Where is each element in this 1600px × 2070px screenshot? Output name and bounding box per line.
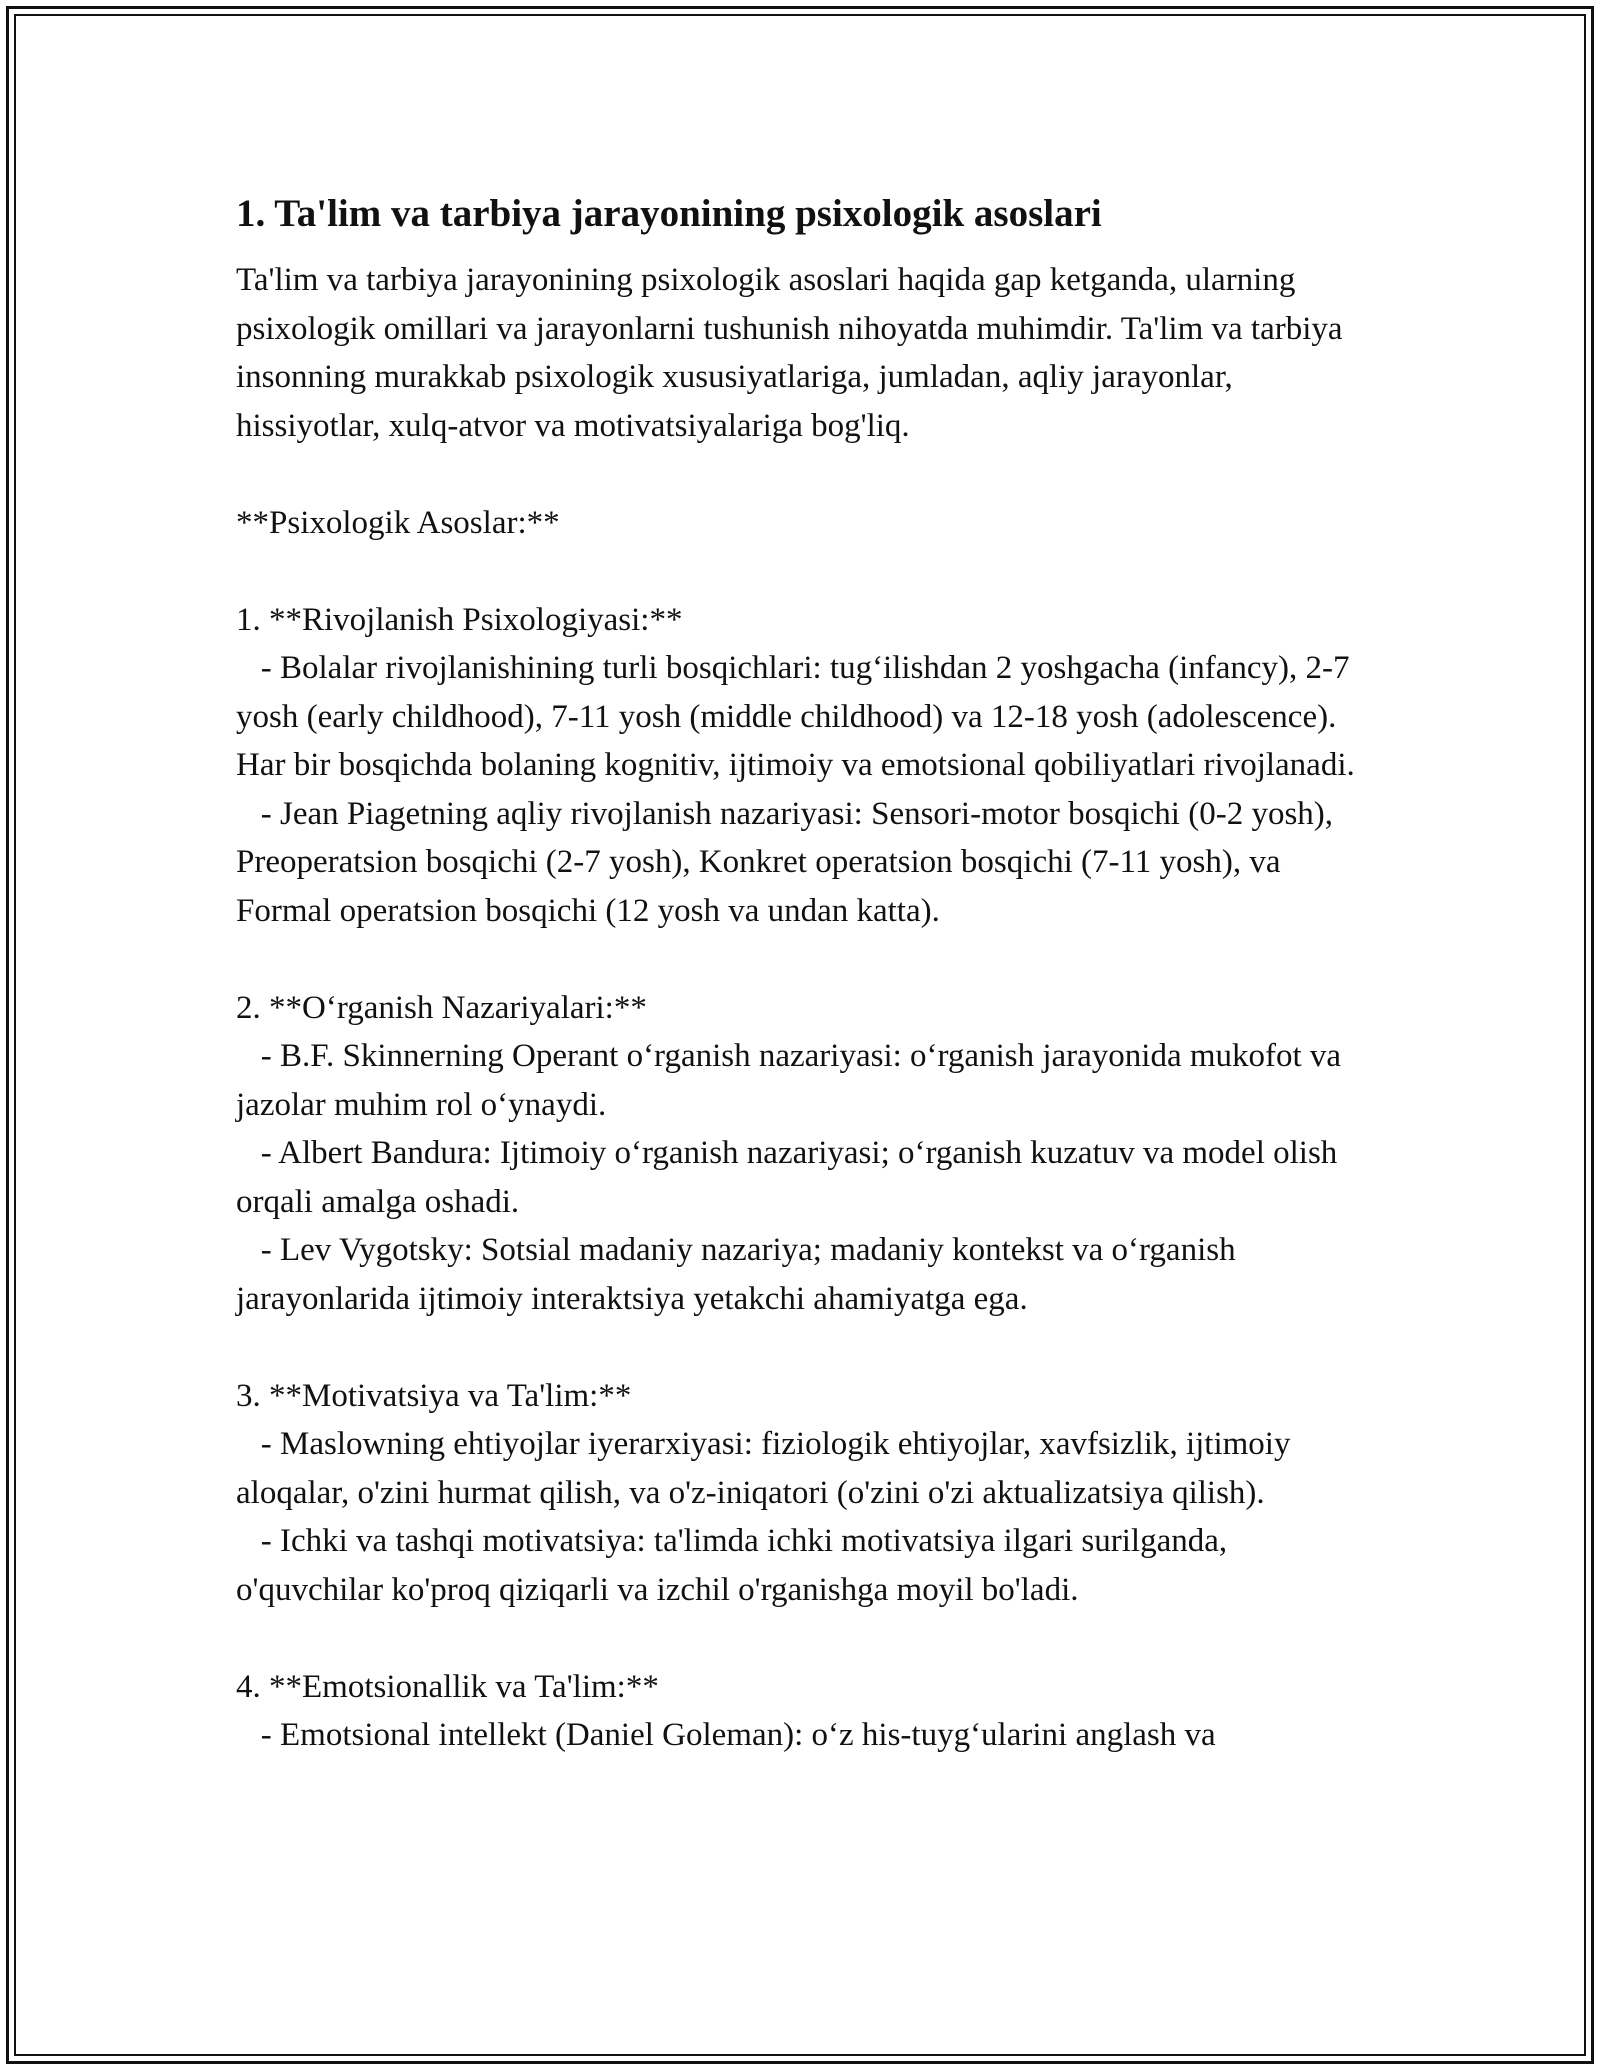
- intro-paragraph: Ta'lim va tarbiya jarayonining psixologik asoslari haqida gap ketganda, ularning psixologik omillari va jarayonlarni tushunish nihoyatda muhimdir. Ta'lim va tarbiya insonning murakkab psixologik xususiyatlariga, jumladan, aqliy jarayonlar, hissiyotlar, xulq-atvor va motivatsiyalariga bog'liq.: [236, 262, 1351, 444]
- spacer: [236, 1614, 1376, 1663]
- section-organish: [236, 984, 1376, 1324]
- list-item: - Lev Vygotsky: Sotsial madaniy nazariya; madaniy kontekst va o‘rganish jarayonlarida ijtimoiy interaktsiya yetakchi ahamiyatga ega.: [236, 1232, 1244, 1317]
- section-motivatsiya: [236, 1372, 1376, 1615]
- spacer: [236, 1323, 1376, 1372]
- list-item: - Albert Bandura: Ijtimoiy o‘rganish nazariyasi; o‘rganish kuzatuv va model olish orqali amalga oshadi.: [236, 1135, 1346, 1220]
- spacer: [236, 935, 1376, 984]
- section-rivojlanish: [236, 596, 1376, 936]
- section-3-heading: 3. **Motivatsiya va Ta'lim:**: [236, 1377, 632, 1414]
- document-body: [236, 186, 1376, 1760]
- section-heading: **Psixologik Asoslar:**: [236, 504, 560, 541]
- section-1-heading: 1. **Rivojlanish Psixologiyasi:**: [236, 601, 683, 638]
- list-item: - Bolalar rivojlanishining turli bosqichlari: tug‘ilishdan 2 yoshgacha (infancy), 2-7 yosh (early childhood), 7-11 yosh (middle childhood) va 12-18 yosh (adolescence). Har bir bosqichda bolaning kognitiv, ijtimoiy va emotsional qobiliyatlari rivojlanadi.: [236, 650, 1358, 783]
- spacer: [236, 547, 1376, 596]
- list-item: - Jean Piagetning aqliy rivojlanish nazariyasi: Sensori-motor bosqichi (0-2 yosh), Preoperatsion bosqichi (2-7 yosh), Konkret operatsion bosqichi (7-11 yosh), va Formal operatsion bosqichi (12 yosh va undan katta).: [236, 795, 1342, 929]
- list-item: - Emotsional intellekt (Daniel Goleman): o‘z his-tuyg‘ularini anglash va: [236, 1717, 1216, 1753]
- list-item: - B.F. Skinnerning Operant o‘rganish nazariyasi: o‘rganish jarayonida mukofot va jazolar muhim rol o‘ynaydi.: [236, 1038, 1350, 1123]
- section-2-heading: 2. **O‘rganish Nazariyalari:**: [236, 989, 647, 1026]
- section-emotsionallik: [236, 1663, 1376, 1760]
- spacer: [236, 450, 1376, 499]
- section-4-heading: 4. **Emotsionallik va Ta'lim:**: [236, 1668, 659, 1705]
- document-title: 1. Ta'lim va tarbiya jarayonining psixologik asoslari: [236, 192, 1102, 235]
- list-item: - Maslowning ehtiyojlar iyerarxiyasi: fiziologik ehtiyojlar, xavfsizlik, ijtimoiy aloqalar, o'zini hurmat qilish, va o'z-iniqatori (o'zini o'zi aktualizatsiya qilish).: [236, 1426, 1299, 1511]
- list-item: - Ichki va tashqi motivatsiya: ta'limda ichki motivatsiya ilgari surilganda, o'quvchilar ko'proq qiziqarli va izchil o'rganishga moyil bo'ladi.: [236, 1523, 1236, 1608]
